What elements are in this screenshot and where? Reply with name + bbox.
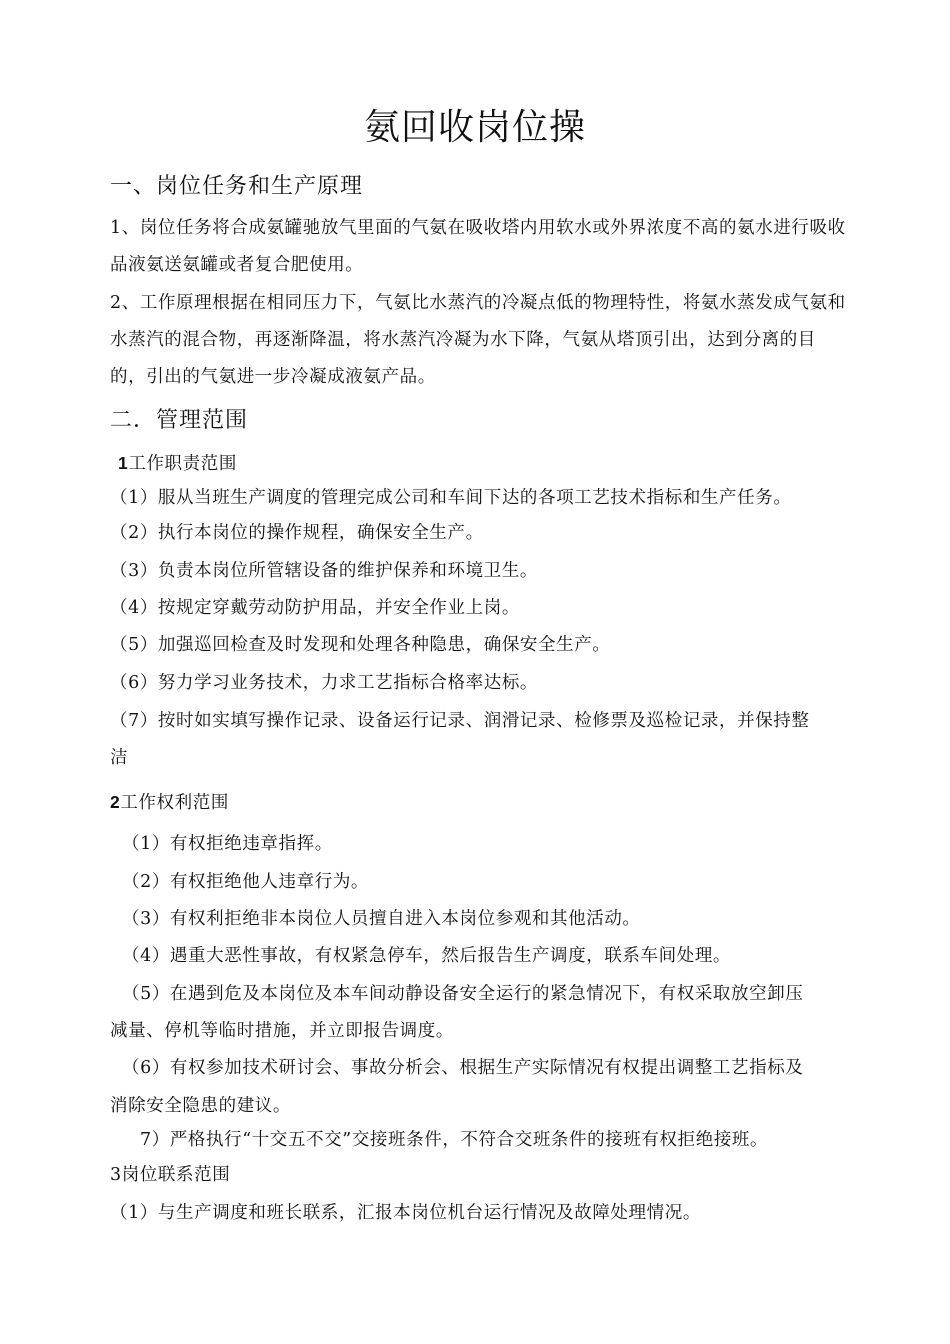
- subsection-label: 工作权利范围: [120, 793, 229, 813]
- subsection-label: 工作职责范围: [128, 454, 237, 474]
- list-item: （5）在遇到危及本岗位及本车间动静设备安全运行的紧急情况下，有权采取放空卸压: [122, 984, 804, 1004]
- list-item: （6）努力学习业务技术，力求工艺指标合格率达标。: [110, 673, 539, 693]
- list-item: 7）严格执行“十交五不交”交接班条件，不符合交班条件的接班有权拒绝接班。: [140, 1130, 769, 1150]
- subsection-heading-1: [118, 450, 237, 477]
- subsection-heading-2: [110, 789, 229, 816]
- list-item: （1）服从当班生产调度的管理完成公司和车间下达的各项工艺技术指标和生产任务。: [110, 488, 792, 508]
- list-item: （4）遇重大恶性事故，有权紧急停车，然后报告生产调度，联系车间处理。: [122, 946, 732, 966]
- list-item-continuation: 消除安全隐患的建议。: [110, 1096, 291, 1116]
- list-item: （3）有权利拒绝非本岗位人员擅自进入本岗位参观和其他活动。: [122, 909, 641, 929]
- list-item: （4）按规定穿戴劳动防护用品，并安全作业上岗。: [110, 598, 520, 618]
- list-item: （7）按时如实填写操作记录、设备运行记录、润滑记录、检修票及巡检记录，并保持整: [110, 711, 810, 731]
- paragraph-task: 1、岗位任务将合成氨罐驰放气里面的气氨在吸收塔内用软水或外界浓度不高的氨水进行吸收品液氨送氨罐或者复合肥使用。: [110, 218, 846, 275]
- list-item: （2）有权拒绝他人违章行为。: [122, 872, 370, 892]
- document-title: 氨回收岗位操: [363, 107, 586, 148]
- section-heading-2: 二．管理范围: [110, 408, 249, 433]
- subsection-number: 1: [118, 453, 129, 473]
- list-item-continuation: 洁: [110, 748, 129, 768]
- list-item: （1）有权拒绝违章指挥。: [122, 834, 333, 854]
- list-item: （6）有权参加技术研讨会、事故分析会、根据生产实际情况有权提出调整工艺指标及: [122, 1058, 804, 1078]
- list-item: （3）负责本岗位所管辖设备的维护保养和环境卫生。: [110, 561, 539, 581]
- list-item-continuation: 减量、停机等临时措施，并立即报告调度。: [110, 1021, 454, 1041]
- list-item: （2）执行本岗位的操作规程，确保安全生产。: [110, 523, 484, 543]
- list-item: （5）加强巡回检查及时发现和处理各种隐患，确保安全生产。: [110, 635, 611, 655]
- subsection-number: 2: [110, 792, 121, 812]
- paragraph-principle: 2、工作原理根据在相同压力下，气氨比水蒸汽的冷凝点低的物理特性，将氨水蒸发成气氨和水蒸汽的混合物，再逐渐降温，将水蒸汽冷凝为水下降，气氨从塔顶引出，达到分离的目的，引出的气氨进一步冷凝成液氨产品。: [110, 293, 846, 387]
- subsection-heading-3: 3岗位联系范围: [110, 1165, 231, 1185]
- list-item: （1）与生产调度和班长联系，汇报本岗位机台运行情况及故障处理情况。: [110, 1203, 701, 1223]
- section-heading-1: 一、岗位任务和生产原理: [110, 174, 364, 199]
